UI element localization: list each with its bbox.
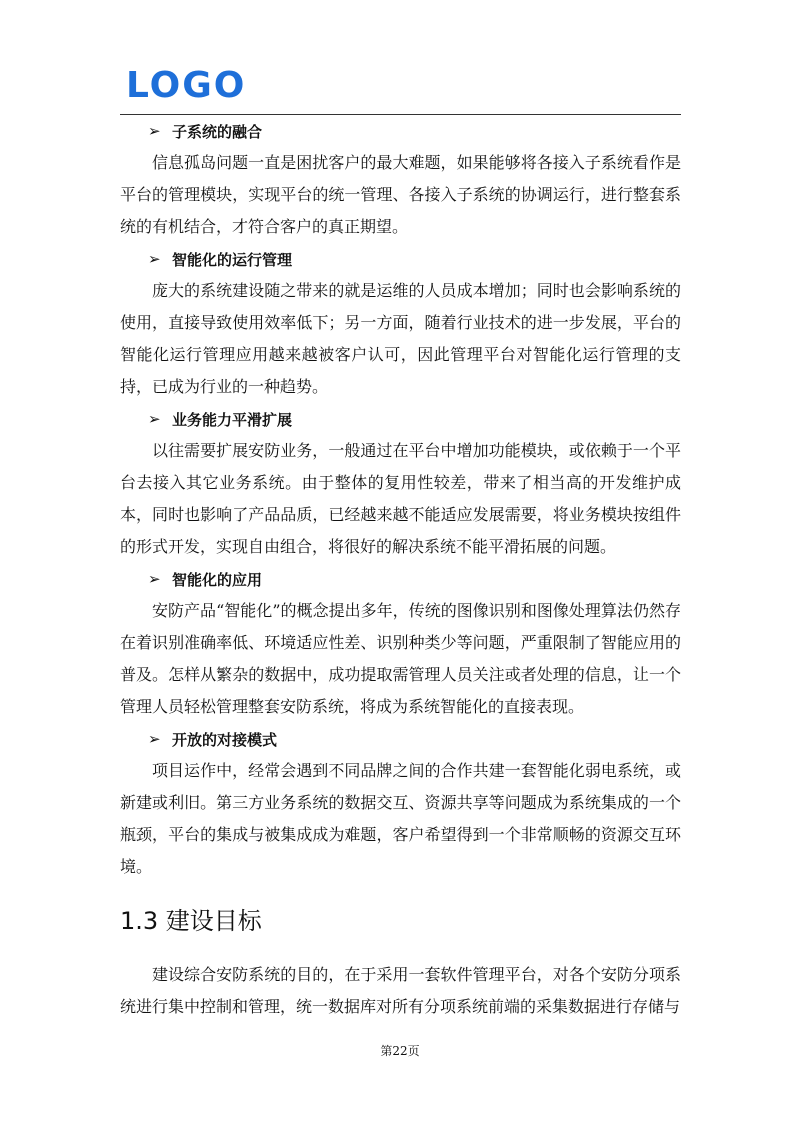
- paragraph: 信息孤岛问题一直是困扰客户的最大难题，如果能够将各接入子系统看作是平台的管理模块，实现平台的统一管理、各接入子系统的协调运行，进行整套系统的有机结合，才符合客户的真正期望。: [120, 153, 681, 236]
- paragraph: 项目运作中，经常会遇到不同品牌之间的合作共建一套智能化弱电系统，或新建或利旧。第三方业务系统的数据交互、资源共享等问题成为系统集成的一个瓶颈，平台的集成与被集成成为难题，客户希望得到一个非常顺畅的资源交互环境。: [120, 761, 681, 876]
- arrow-bullet-icon: ➢: [148, 122, 161, 140]
- bullet-heading: [148, 563, 681, 595]
- paragraph: 以往需要扩展安防业务，一般通过在平台中增加功能模块，或依赖于一个平台去接入其它业务系统。由于整体的复用性较差，带来了相当高的开发维护成本，同时也影响了产品品质，已经越来越不能适应发展需要，将业务模块按组件的形式开发，实现自由组合，将很好的解决系统不能平滑拓展的问题。: [120, 441, 681, 556]
- arrow-bullet-icon: ➢: [148, 570, 161, 588]
- bullet-heading: [148, 723, 681, 755]
- document-body: [120, 115, 681, 1023]
- paragraph: 安防产品“智能化”的概念提出多年，传统的图像识别和图像处理算法仍然存在着识别准确率低、环境适应性差、识别种类少等问题，严重限制了智能应用的普及。怎样从繁杂的数据中，成功提取需管理人员关注或者处理的信息，让一个管理人员轻松管理整套安防系统，将成为系统智能化的直接表现。: [120, 601, 681, 716]
- bullet-heading-text: 子系统的融合: [172, 122, 263, 141]
- arrow-bullet-icon: ➢: [148, 410, 161, 428]
- paragraph: 庞大的系统建设随之带来的就是运维的人员成本增加；同时也会影响系统的使用，直接导致使用效率低下；另一方面，随着行业技术的进一步发展，平台的智能化运行管理应用越来越被客户认可，因此管理平台对智能化运行管理的支持，已成为行业的一种趋势。: [120, 281, 681, 396]
- arrow-bullet-icon: ➢: [148, 730, 161, 748]
- bullet-heading-text: 智能化的应用: [172, 570, 263, 589]
- paragraph: 建设综合安防系统的目的，在于采用一套软件管理平台，对各个安防分项系统进行集中控制和管理，统一数据库对所有分项系统前端的采集数据进行存储与: [120, 965, 681, 1016]
- arrow-bullet-icon: ➢: [148, 250, 161, 268]
- bullet-heading: [148, 243, 681, 275]
- bullet-heading: [148, 115, 681, 147]
- bullet-heading-text: 开放的对接模式: [172, 730, 278, 749]
- page-number: 第22页: [380, 1044, 420, 1058]
- section-heading: 1.3 建设目标: [120, 907, 262, 935]
- bullet-heading-text: 业务能力平滑扩展: [172, 410, 293, 429]
- logo: LOGO: [126, 65, 247, 106]
- bullet-heading: [148, 403, 681, 435]
- bullet-heading-text: 智能化的运行管理: [172, 250, 293, 269]
